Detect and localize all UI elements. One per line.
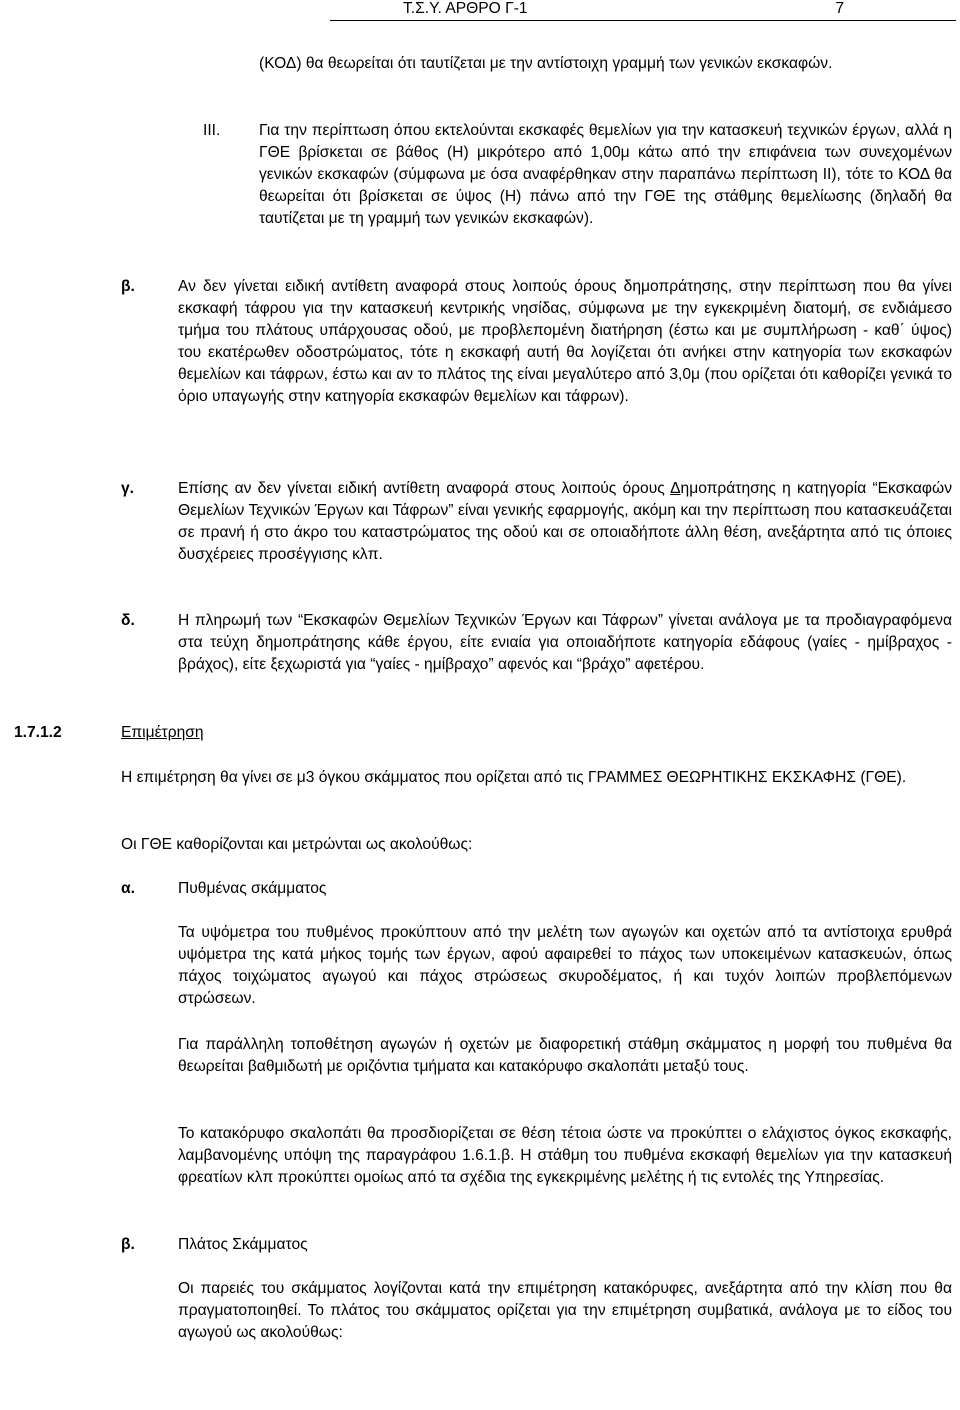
item-d-label: δ. [121, 612, 135, 629]
subsection-a-paragraph-2: Για παράλληλη τοποθέτηση αγωγών ή οχετών με διαφορετική στάθμη σκάμματος η μορφή του πυθμένα θα θεωρείται βαθμιδωτή με οριζόντια τμήματα και κατακόρυφο σκαλοπάτι μεταξύ τους. [178, 1036, 952, 1075]
item-d-text: Η πληρωμή των “Εκσκαφών Θεμελίων Τεχνικών Έργων και Τάφρων” γίνεται ανάλογα με τα προδιαγραφόμενα στα τεύχη δημοπράτησης κάθε έργου, είτε ενιαία για οποιαδήποτε κατηγορία εδάφους (γαίες - ημίβραχος - βράχος), είτε ξεχωριστά για “γαίες - ημίβραχο” αφενός και “βράχο” αφετέρου. [178, 612, 952, 673]
header-title: Τ.Σ.Υ. ΑΡΘΡΟ Γ-1 [403, 0, 528, 17]
section-number: 1.7.1.2 [14, 724, 62, 741]
subsection-a-paragraph-1: Τα υψόμετρα του πυθμένος προκύπτουν από την μελέτη των αγωγών και οχετών από τα αντίστοιχα ερυθρά υψόμετρα της κατά μήκος τομής των έργων, αφού αφαιρεθεί το πάχος των υποκειμένων κατασκευών, όπως πάχος τοιχώματος αγωγού και πάχος στρώσεως σκυροδέματος, ή και τυχόν λοιπών προβλεπόμενων στρώσεων. [178, 924, 952, 1007]
page-header [330, 0, 956, 21]
section-intro: Η επιμέτρηση θα γίνει σε μ3 όγκου σκάμματος που ορίζεται από τις ΓΡΑΜΜΕΣ ΘΕΩΡΗΤΙΚΗΣ ΕΚΣΚΑΦΗΣ (ΓΘΕ). [121, 769, 907, 786]
item-g-text-part2: ημοπράτησης η κατηγορία “Εκσκαφών Θεμελίων Τεχνικών Έργων και Τάφρων” είναι γενικής εφαρμογής, ακόμη και την περίπτωση που κατασκευάζεται σε πρανή ή στο άκρο του καταστρώματος της οδού και σε οποιαδήποτε άλλη θέση, ανεξάρτητα από τις όποιες δυσχέρειες προσέγγισης κλπ. [178, 480, 952, 563]
page-number: 7 [835, 0, 844, 17]
section-lead: Οι ΓΘΕ καθορίζονται και μετρώνται ως ακολούθως: [121, 836, 473, 853]
item-b-text: Αν δεν γίνεται ειδική αντίθετη αναφορά στους λοιπούς όρους δημοπράτησης, στην περίπτωση που θα γίνει εκσκαφή τάφρου για την κατασκευή κεντρικής νησίδας, σύμφωνα με την εγκεκριμένη διατομή, σε ενδιάμεσο τμήμα του πλάτους υπάρχουσας οδού, με προβλεπομένη διατήρηση (έστω και με συμπλήρωση - καθ΄ ύψος) του εκατέρωθεν οδοστρώματος, τότε η εκσκαφή αυτή θα λογίζεται ότι ανήκει στην κατηγορία των εκσκαφών θεμελίων και τάφρων, έστω και αν το πλάτος της είναι μεγαλύτερο από 3,0μ (που ορίζεται ότι καθορίζει γενικά το όριο υπαγωγής στην κατηγορία εκσκαφών θεμελίων και τάφρων). [178, 278, 952, 405]
item-g-label: γ. [121, 480, 135, 497]
item-b-label: β. [121, 278, 135, 295]
item-g-text-part1: Επίσης αν δεν γίνεται ειδική αντίθετη αναφορά στους λοιπούς όρους [178, 480, 671, 497]
item-iii-label: III. [203, 122, 221, 139]
section-title: Επιμέτρηση [121, 724, 204, 741]
subsection-a-label: α. [121, 880, 135, 897]
item-g-underlined-letter: Δ [670, 480, 681, 497]
subsection-a-paragraph-3: Το κατακόρυφο σκαλοπάτι θα προσδιορίζεται σε θέση τέτοια ώστε να προκύπτει ο ελάχιστος όγκος εκσκαφής, λαμβανομένης υπόψη της παραγράφου 1.6.1.β. Η στάθμη του πυθμένα εκσκαφή θεμελίων για την κατασκευή φρεατίων κλπ προκύπτει ομοίως από τα σχέδια της εγκεκριμένης μελέτης ή τις εντολές της Υπηρεσίας. [178, 1125, 952, 1186]
subsection-b-title: Πλάτος Σκάμματος [178, 1236, 308, 1253]
item-g-text [178, 478, 952, 566]
subsection-b-paragraph-1: Οι παρειές του σκάμματος λογίζονται κατά την επιμέτρηση κατακόρυφες, ανεξάρτητα από την κλίση που θα πραγματοποιηθεί. Το πλάτος του σκάμματος ορίζεται για την επιμέτρηση συμβατικά, ανάλογα με το είδος του αγωγού ως ακολούθως: [178, 1280, 952, 1341]
continuation-paragraph: (ΚΟΔ) θα θεωρείται ότι ταυτίζεται με την αντίστοιχη γραμμή των γενικών εκσκαφών. [259, 55, 833, 72]
item-iii-text: Για την περίπτωση όπου εκτελούνται εκσκαφές θεμελίων για την κατασκευή τεχνικών έργων, αλλά η ΓΘΕ βρίσκεται σε βάθος (Η) μικρότερο από 1,00μ κάτω από την επιφάνεια των συνεχομένων γενικών εκσκαφών (σύμφωνα με όσα αναφέρθηκαν στην παραπάνω περίπτωση ΙΙ), τότε το ΚΟΔ θα θεωρείται ότι βρίσκεται σε ύψος (Η) πάνω από την ΓΘΕ της στάθμης θεμελίωσης (δηλαδή θα ταυτίζεται με τη γραμμή των γενικών εκσκαφών). [259, 122, 952, 227]
subsection-a-title: Πυθμένας σκάμματος [178, 880, 327, 897]
subsection-b-label: β. [121, 1236, 135, 1253]
